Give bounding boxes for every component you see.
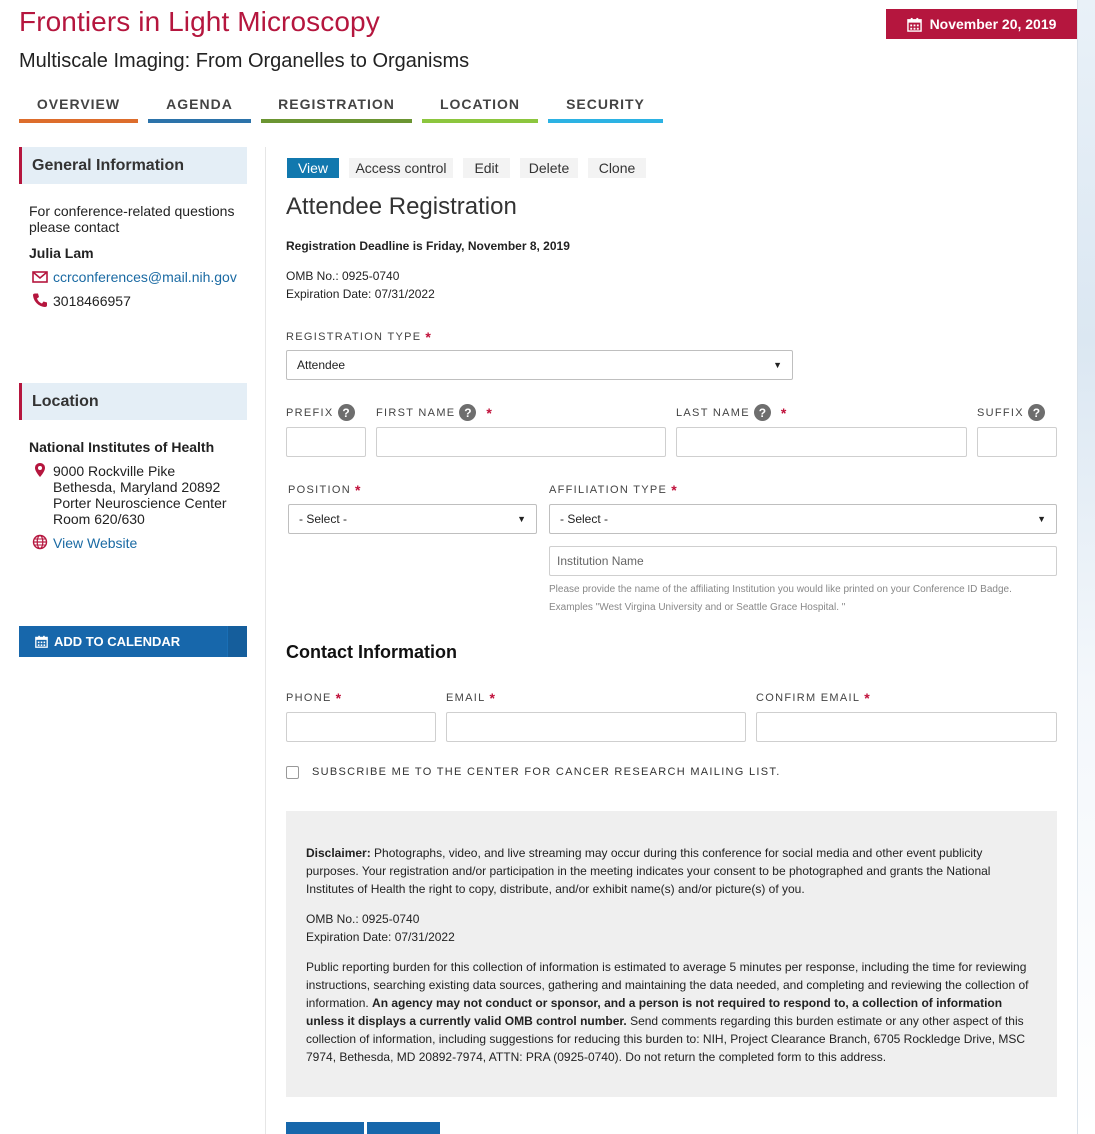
required-asterisk: *	[864, 690, 872, 706]
tab-overview[interactable]: OVERVIEW	[19, 96, 138, 123]
address-line3: Porter Neuroscience Center	[53, 495, 227, 511]
disclaimer-expiration: Expiration Date: 07/31/2022	[306, 930, 455, 944]
globe-icon	[32, 534, 48, 550]
tab-agenda[interactable]: AGENDA	[148, 96, 251, 123]
email-input[interactable]	[446, 712, 746, 742]
confirm-email-label-text: CONFIRM EMAIL	[756, 692, 861, 704]
subscribe-label[interactable]: SUBSCRIBE ME TO THE CENTER FOR CANCER RESEARCH MAILING LIST.	[312, 766, 781, 778]
phone-label-text: PHONE	[286, 692, 332, 704]
disclaimer-text: Photographs, video, and live streaming may occur during this conference for social media and other event publicity purposes. Your registration and/or participation in the meeting indicates your consent to be photographed and grants the National Institutes of Health the right to copy, distribute, and/or exhibit name(s) and/or picture(s) of you.	[306, 846, 991, 896]
required-asterisk: *	[671, 482, 678, 498]
first-name-label	[376, 404, 493, 421]
location-org: National Institutes of Health	[29, 439, 215, 455]
location-heading: Location	[19, 383, 247, 420]
institution-hint-line2: Examples "West Virgina University and or Seattle Grace Hospital. "	[549, 602, 846, 613]
disclaimer-omb: OMB No.: 0925-0740	[306, 912, 420, 926]
burden-start: Public reporting burden for this collection of information is estimated to average 5 minutes per response, including the time for reviewing instructions, searching existing data sources, gathering and maintaining the data needed, and completing and reviewing the collection of information.	[306, 960, 1029, 1010]
required-asterisk: *	[489, 690, 497, 706]
last-name-label-text: LAST NAME	[676, 406, 750, 419]
envelope-icon	[32, 269, 48, 285]
position-label	[288, 482, 362, 498]
help-icon[interactable]: ?	[754, 404, 771, 421]
event-date: November 20, 2019	[929, 16, 1057, 32]
disclaimer-box	[286, 811, 1057, 1097]
tab-location[interactable]: LOCATION	[422, 96, 538, 123]
burden-paragraph	[306, 958, 1037, 1066]
help-icon[interactable]: ?	[338, 404, 355, 421]
delete-tab[interactable]: Delete	[520, 158, 578, 178]
general-info-heading: General Information	[19, 147, 247, 184]
view-website-link[interactable]: View Website	[53, 535, 138, 551]
calendar-icon	[907, 17, 922, 32]
chevron-down-icon: ▼	[1037, 514, 1046, 524]
confirm-email-label	[756, 690, 871, 706]
omb-number: OMB No.: 0925-0740	[286, 269, 400, 283]
position-select[interactable]	[288, 504, 537, 534]
contact-phone: 3018466957	[53, 293, 131, 309]
institution-name-placeholder: Institution Name	[557, 554, 644, 568]
phone-icon	[32, 292, 48, 308]
contact-email-link[interactable]: ccrconferences@mail.nih.gov	[53, 269, 237, 285]
page-title: Attendee Registration	[286, 193, 517, 220]
access-control-tab[interactable]: Access control	[349, 158, 453, 178]
tab-security[interactable]: SECURITY	[548, 96, 663, 123]
position-value: - Select -	[299, 512, 348, 526]
email-label-text: EMAIL	[446, 692, 486, 704]
burden-end: Send comments regarding this burden estimate or any other aspect of this collection of information, including suggestions for reducing this burden to: NIH, Project Clearance Branch, 6705 Rockledge Drive, MSC 7974, Bethesda, MD 20892-7974, ATTN: PRA (0925-0740). Do not return the completed form to this address.	[306, 1014, 1026, 1064]
first-name-label-text: FIRST NAME	[376, 406, 456, 419]
prefix-label-text: PREFIX	[286, 406, 334, 419]
disclaimer-omb-block	[306, 910, 1037, 946]
affiliation-type-label	[549, 482, 678, 498]
expiration-date: Expiration Date: 07/31/2022	[286, 287, 435, 301]
disclaimer-paragraph	[306, 844, 1037, 898]
contact-info-heading: Contact Information	[286, 642, 457, 662]
submit-button[interactable]	[286, 1122, 364, 1134]
required-asterisk: *	[486, 404, 494, 421]
disclaimer-lead: Disclaimer:	[306, 846, 371, 860]
help-icon[interactable]: ?	[459, 404, 476, 421]
map-pin-icon	[32, 462, 48, 478]
calendar-dropdown-toggle[interactable]	[227, 626, 247, 657]
affiliation-type-select[interactable]	[549, 504, 1057, 534]
required-asterisk: *	[335, 690, 343, 706]
clone-tab[interactable]: Clone	[588, 158, 646, 178]
registration-deadline: Registration Deadline is Friday, November 8, 2019	[286, 239, 570, 253]
required-asterisk: *	[354, 482, 362, 498]
contact-intro-line2: please contact	[29, 219, 120, 235]
site-title[interactable]: Frontiers in Light Microscopy	[19, 6, 380, 37]
registration-type-value: Attendee	[297, 358, 346, 372]
required-asterisk: *	[425, 329, 433, 345]
last-name-label	[676, 404, 788, 421]
prefix-input[interactable]	[286, 427, 366, 457]
site-subtitle: Multiscale Imaging: From Organelles to Organisms	[19, 50, 470, 72]
suffix-label-text: SUFFIX	[977, 406, 1024, 419]
suffix-input[interactable]	[977, 427, 1057, 457]
position-label-text: POSITION	[288, 484, 351, 496]
registration-type-label	[286, 329, 432, 345]
required-asterisk: *	[780, 404, 788, 421]
window-edge	[1077, 0, 1095, 1134]
registration-type-label-text: REGISTRATION TYPE	[286, 331, 422, 343]
address-line4: Room 620/630	[53, 511, 145, 527]
edit-tab[interactable]: Edit	[463, 158, 510, 178]
content-divider	[265, 147, 266, 1134]
contact-intro-line1: For conference-related questions	[29, 203, 235, 219]
view-tab[interactable]: View	[287, 158, 339, 178]
institution-name-input[interactable]	[549, 546, 1057, 576]
chevron-down-icon: ▼	[517, 514, 526, 524]
secondary-button[interactable]	[367, 1122, 440, 1134]
burden-bold: An agency may not conduct or sponsor, and a person is not required to respond to, a collection of information unless it displays a currently valid OMB control number.	[306, 996, 1003, 1028]
add-to-calendar-label: ADD TO CALENDAR	[54, 634, 181, 649]
add-to-calendar-button[interactable]	[19, 626, 247, 657]
help-icon[interactable]: ?	[1028, 404, 1045, 421]
tab-registration[interactable]: REGISTRATION	[261, 96, 412, 123]
affiliation-type-label-text: AFFILIATION TYPE	[549, 484, 668, 496]
phone-label	[286, 690, 342, 706]
email-label	[446, 690, 496, 706]
prefix-label	[286, 404, 355, 421]
address-line2: Bethesda, Maryland 20892	[53, 479, 221, 495]
last-name-input[interactable]	[676, 427, 967, 457]
address-line1: 9000 Rockville Pike	[53, 463, 176, 479]
event-date-badge	[886, 9, 1077, 39]
suffix-label	[977, 404, 1045, 421]
confirm-email-input[interactable]	[756, 712, 1057, 742]
chevron-down-icon: ▼	[773, 360, 782, 370]
first-name-input[interactable]	[376, 427, 666, 457]
phone-input[interactable]	[286, 712, 436, 742]
subscribe-checkbox[interactable]	[286, 766, 299, 779]
contact-name: Julia Lam	[29, 245, 94, 261]
calendar-icon	[35, 635, 48, 648]
affiliation-type-value: - Select -	[560, 512, 609, 526]
registration-type-select[interactable]	[286, 350, 793, 380]
institution-hint-line1: Please provide the name of the affiliating Institution you would like printed on your Conference ID Badge.	[549, 584, 1012, 595]
